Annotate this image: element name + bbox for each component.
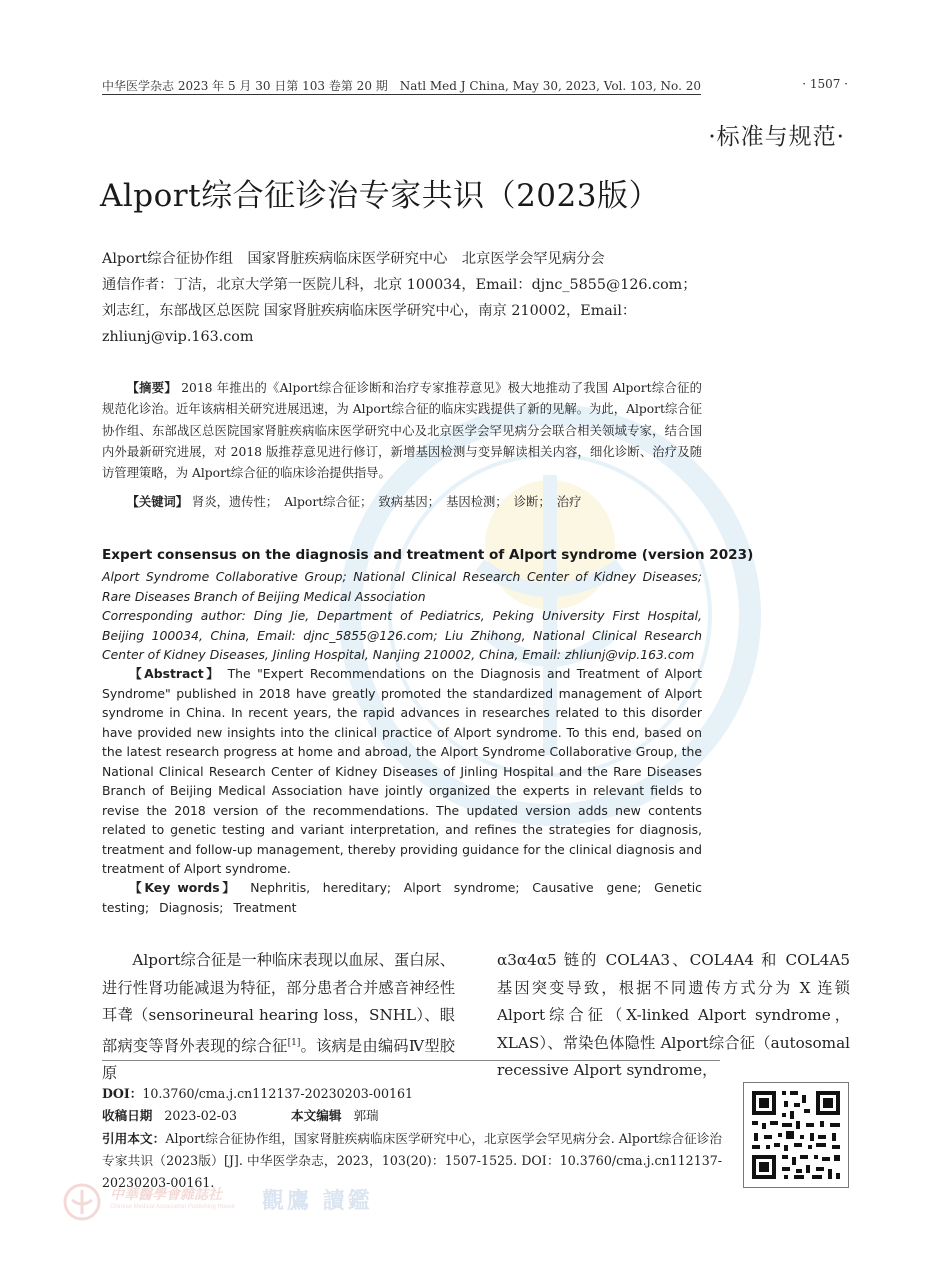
article-title: Alport综合征诊治专家共识（2023版） bbox=[100, 178, 660, 214]
english-keywords-label: 【Key words】 bbox=[129, 880, 238, 895]
english-corresponding-author: Corresponding author: Ding Jie, Department of Pediatrics, Peking University First Hospital, Beijing 100034, China, Email: djnc_5855@126.com; Liu Zhihong, National Clinical Research Center of Kidney Diseases, Jinling Hospital, Nanjing 210002, China, Email: zhliunj@vip.163.com bbox=[102, 608, 702, 663]
publisher-name-cn: 中華醫學會雜誌社 bbox=[110, 1187, 222, 1203]
received-label: 收稿日期 bbox=[102, 1108, 153, 1124]
english-abstract bbox=[102, 664, 702, 879]
doi-row bbox=[102, 1083, 722, 1105]
english-title: Expert consensus on the diagnosis and treatment of Alport syndrome (version 2023) bbox=[102, 547, 754, 563]
english-abstract-text: The "Expert Recommendations on the Diagnosis and Treatment of Alport Syndrome" published in 2018 have greatly promoted the standardized management of Alport syndrome in China. In recent years, the rapid advances in researches related to this disorder have provided new insights into the clinical practice of Alport syndrome. To this end, based on the latest research progress at home and abroad, the Alport Syndrome Collaborative Group, the National Clinical Research Center of Kidney Diseases of Jinling Hospital and the Rare Diseases Branch of Beijing Medical Association have jointly organized the experts in relevant fields to revise the 2018 version of the recommendations. The updated version adds new contents related to genetic testing and variant interpretation, and refines the strategies for diagnosis, treatment and follow-up management, thereby providing guidance for the clinical diagnosis and treatment of Alport syndrome. bbox=[102, 666, 702, 876]
page-number: · 1507 · bbox=[802, 77, 848, 91]
body-column-right: α3α4α5 链的 COL4A3、COL4A4 和 COL4A5 基因突变导致，根据不同遗传方式分为 X 连锁 Alport综合征（X-linked Alport syndrome，XLAS）、常染色体隐性 Alport综合征（autosomal recessive Alport syndrome， bbox=[497, 951, 850, 1079]
qr-code-icon[interactable] bbox=[743, 1082, 849, 1188]
running-head bbox=[102, 77, 701, 94]
citation-text: Alport综合征协作组，国家肾脏疾病临床医学研究中心，北京医学会罕见病分会. Alport综合征诊治专家共识（2023版）[J]. 中华医学杂志，2023，103(20)：1507-1525. DOI：10.3760/cma.j.cn112137-20230203-00161. bbox=[102, 1130, 723, 1191]
corresponding-line-1: 通信作者：丁洁，北京大学第一医院儿科，北京 100034，Email：djnc_5855@126.com； bbox=[102, 277, 697, 293]
body-column-left bbox=[102, 947, 455, 1088]
author-block bbox=[102, 246, 702, 350]
received-date: 2023-02-03 bbox=[164, 1108, 238, 1124]
editor-name: 郭瑞 bbox=[353, 1108, 379, 1124]
chinese-keywords-text: 肾炎，遗传性； Alport综合征； 致病基因； 基因检测； 诊断； 治疗 bbox=[192, 495, 582, 509]
english-keywords-text: Nephritis, hereditary; Alport syndrome; Causative gene; Genetic testing; Diagnosis; Treatment bbox=[102, 880, 702, 915]
received-row bbox=[102, 1105, 722, 1127]
english-abstract-label: 【Abstract】 bbox=[129, 666, 222, 681]
footer-divider bbox=[102, 1060, 720, 1061]
author-groups: Alport综合征协作组 国家肾脏疾病临床医学研究中心 北京医学会罕见病分会 bbox=[102, 251, 605, 267]
chinese-abstract-text: 2018 年推出的《Alport综合征诊断和治疗专家推荐意见》极大地推动了我国 Alport综合征的规范化诊治。近年该病相关研究进展迅速，为 Alport综合征的临床实践提供了新的见解。为此，Alport综合征协作组、东部战区总医院国家肾脏疾病临床医学研究中心及北京医学会罕见病分会联合相关领域专家，结合国内外最新研究进展，对 2018 版推荐意见进行修订，新增基因检测与变异解读相关内容，细化诊断、治疗及随访管理策略，为 Alport综合征的临床诊治提供指导。 bbox=[102, 381, 702, 481]
doi-label: DOI： bbox=[102, 1086, 143, 1101]
publisher-logo-icon bbox=[62, 1182, 102, 1222]
section-tag: ·标准与规范· bbox=[708, 124, 845, 150]
chinese-abstract-label: 【摘要】 bbox=[126, 380, 177, 395]
reference-marker[interactable]: [1] bbox=[287, 1037, 301, 1048]
chinese-keywords bbox=[102, 491, 702, 513]
doi-value[interactable]: 10.3760/cma.j.cn112137-20230203-00161 bbox=[142, 1086, 414, 1101]
corresponding-line-2: 刘志红，东部战区总医院 国家肾脏疾病临床医学研究中心，南京 210002，Email： bbox=[102, 303, 637, 319]
publisher-name-en: Chinese Medical Association Publishing House bbox=[110, 1204, 235, 1210]
chinese-abstract bbox=[102, 377, 702, 484]
journal-issue-line: 中华医学杂志 2023 年 5 月 30 日第 103 卷第 20 期 Natl Med J China, May 30, 2023, Vol. 103, No. 20 bbox=[102, 79, 701, 93]
corresponding-line-3: zhliunj@vip.163.com bbox=[102, 329, 254, 345]
english-affiliation: Alport Syndrome Collaborative Group; National Clinical Research Center of Kidney Diseases; Rare Diseases Branch of Beijing Medical Association bbox=[102, 569, 702, 604]
english-keywords bbox=[102, 878, 702, 917]
citation-label: 引用本文： bbox=[102, 1130, 166, 1146]
chinese-keywords-label: 【关键词】 bbox=[126, 494, 189, 509]
body-left-text: Alport综合征是一种临床表现以血尿、蛋白尿、进行性肾功能减退为特征，部分患者合并感音神经性耳聋（sensorineural hearing loss，SNHL）、眼部病变等肾外表现的综合征 bbox=[102, 951, 455, 1055]
publisher-mark: 觀鷹 讀鑑 bbox=[262, 1188, 373, 1214]
publisher-watermark bbox=[62, 1182, 422, 1222]
footer-info bbox=[102, 1083, 722, 1194]
body-left-tail: 。该病是由编码Ⅳ型胶原 bbox=[102, 1036, 455, 1082]
editor-label: 本文编辑 bbox=[291, 1108, 342, 1124]
